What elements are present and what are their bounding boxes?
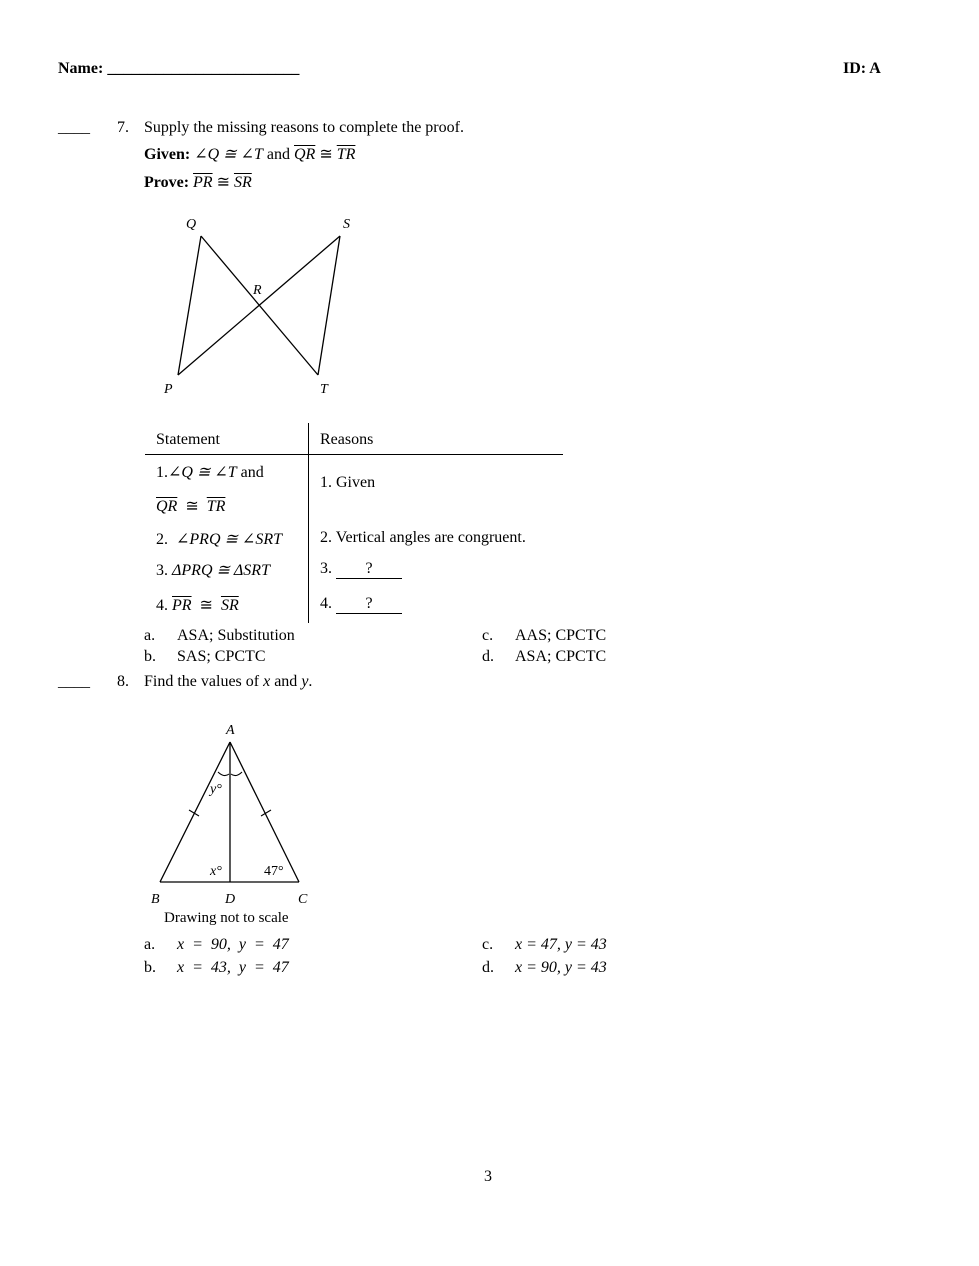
q8-choice-c[interactable] [482, 936, 607, 954]
choice-text: x = 90, y = 43 [515, 959, 607, 976]
angle-arc-right [231, 772, 242, 776]
row4-segment-pr: $\overline{PR}$ [172, 597, 192, 614]
choice-letter: b. [144, 648, 156, 665]
row3-triangles: ΔPRQ ≅ ΔSRT [172, 562, 270, 579]
row2-statement [156, 529, 282, 549]
row1-and: and [240, 464, 264, 481]
name-line: ________________________ [107, 60, 300, 77]
q8-prompt-y: y [301, 673, 309, 690]
q8-number: 8. [117, 673, 129, 690]
choice-letter: d. [482, 959, 494, 976]
choice-text: AAS; CPCTC [515, 627, 607, 644]
q8-answer-blank: ____ [58, 673, 90, 690]
prove-segment-pr: $\overline{PR}$ [193, 174, 213, 191]
choice-text: ASA; CPCTC [515, 648, 607, 665]
choice-letter: b. [144, 959, 156, 976]
row1-segment-qr: $\overline{QR}$ [156, 498, 178, 515]
row3-num: 3. [156, 562, 168, 579]
row3-statement [156, 560, 270, 580]
row4-statement [156, 595, 239, 615]
name-field [58, 60, 299, 78]
label-a: A [226, 723, 235, 738]
q7-prompt: Supply the missing reasons to complete the proof. [144, 119, 464, 136]
given-and: and [266, 146, 290, 163]
q7-bowtie-figure [150, 205, 380, 405]
given-angles: ∠Q ≅ ∠T [194, 146, 263, 163]
prove-segment-sr: $\overline{SR}$ [233, 174, 252, 191]
label-d: D [225, 892, 236, 907]
table-column-rule [308, 423, 309, 623]
q7-choice-b[interactable] [144, 648, 265, 666]
row4-reason-num: 4. [320, 595, 332, 612]
name-label: Name: [58, 60, 104, 77]
header-statement: Statement [156, 431, 220, 448]
q8-prompt-x: x [263, 673, 271, 690]
label-b: B [151, 892, 160, 907]
q7-choice-c[interactable] [482, 627, 606, 645]
choice-letter: a. [144, 627, 156, 644]
label-y-angle: y° [210, 782, 222, 797]
row4-reason [320, 595, 402, 614]
segment-ac [230, 742, 299, 882]
q7-prove [144, 172, 252, 192]
row4-segment-sr: $\overline{SR}$ [220, 597, 239, 614]
label-47-angle: 47° [264, 864, 284, 879]
label-r: R [253, 283, 262, 298]
label-c: C [298, 892, 308, 907]
segment-qp [178, 236, 201, 375]
id-label: ID: [843, 60, 867, 77]
given-cong: ≅ [319, 146, 333, 163]
label-x-angle: x° [210, 864, 222, 879]
segment-st [318, 236, 340, 375]
q7-number: 7. [117, 119, 129, 136]
choice-letter: c. [482, 936, 494, 953]
row2-angles: ∠PRQ ≅ ∠SRT [176, 531, 282, 548]
q8-triangle-figure [140, 712, 340, 930]
q7-choice-d[interactable] [482, 648, 606, 666]
q7-choice-a[interactable] [144, 627, 295, 645]
segment-sp [178, 236, 340, 375]
figure-note: Drawing not to scale [164, 910, 289, 926]
row4-reason-blank: ? [336, 595, 402, 614]
q8-prompt-and: and [274, 673, 298, 690]
q8-choice-d[interactable] [482, 959, 607, 977]
prove-label: Prove: [144, 174, 190, 191]
choice-letter: a. [144, 936, 156, 953]
row1-angles: ∠Q ≅ ∠T [168, 464, 237, 481]
row1-num: 1. [156, 464, 168, 481]
page-number: 3 [484, 1168, 492, 1185]
label-s: S [343, 217, 350, 232]
q7-answer-blank: ____ [58, 119, 90, 136]
label-p: P [164, 382, 173, 397]
row2-num: 2. [156, 531, 168, 548]
q7-given [144, 144, 355, 164]
given-segment-tr: $\overline{TR}$ [336, 146, 356, 163]
choice-letter: d. [482, 648, 494, 665]
header-reasons: Reasons [320, 431, 374, 448]
row3-reason-blank: ? [336, 560, 402, 579]
given-label: Given: [144, 146, 191, 163]
row3-reason [320, 560, 402, 579]
q8-choice-b[interactable] [144, 959, 289, 977]
proof-table [145, 423, 565, 623]
id-value: A [869, 60, 881, 77]
row2-reason: 2. Vertical angles are congruent. [320, 529, 526, 546]
q8-prompt-end: . [308, 673, 313, 690]
choice-text: x = 47, y = 43 [515, 936, 607, 953]
row1-statement-b [156, 496, 225, 516]
choice-text: x = 90, y = 47 [177, 936, 289, 953]
label-q: Q [186, 217, 197, 232]
choice-text: SAS; CPCTC [177, 648, 266, 665]
q8-prompt-text: Find the values of [144, 673, 260, 690]
row1-segment-tr: $\overline{TR}$ [206, 498, 226, 515]
row3-reason-num: 3. [320, 560, 332, 577]
row4-cong: ≅ [199, 597, 213, 614]
choice-text: ASA; Substitution [177, 627, 295, 644]
given-segment-qr: $\overline{QR}$ [294, 146, 316, 163]
table-header-rule [145, 454, 563, 455]
row1-reason: 1. Given [320, 474, 376, 491]
row1-cong: ≅ [185, 498, 199, 515]
choice-letter: c. [482, 627, 494, 644]
choice-text: x = 43, y = 47 [177, 959, 289, 976]
q8-prompt [144, 673, 312, 691]
row4-num: 4. [156, 597, 168, 614]
prove-cong: ≅ [216, 174, 230, 191]
row1-statement-a [156, 462, 264, 482]
label-t: T [320, 382, 328, 397]
angle-arc-left [218, 772, 229, 776]
id-field [843, 60, 881, 78]
segment-ab [160, 742, 230, 882]
q8-choice-a[interactable] [144, 936, 289, 954]
